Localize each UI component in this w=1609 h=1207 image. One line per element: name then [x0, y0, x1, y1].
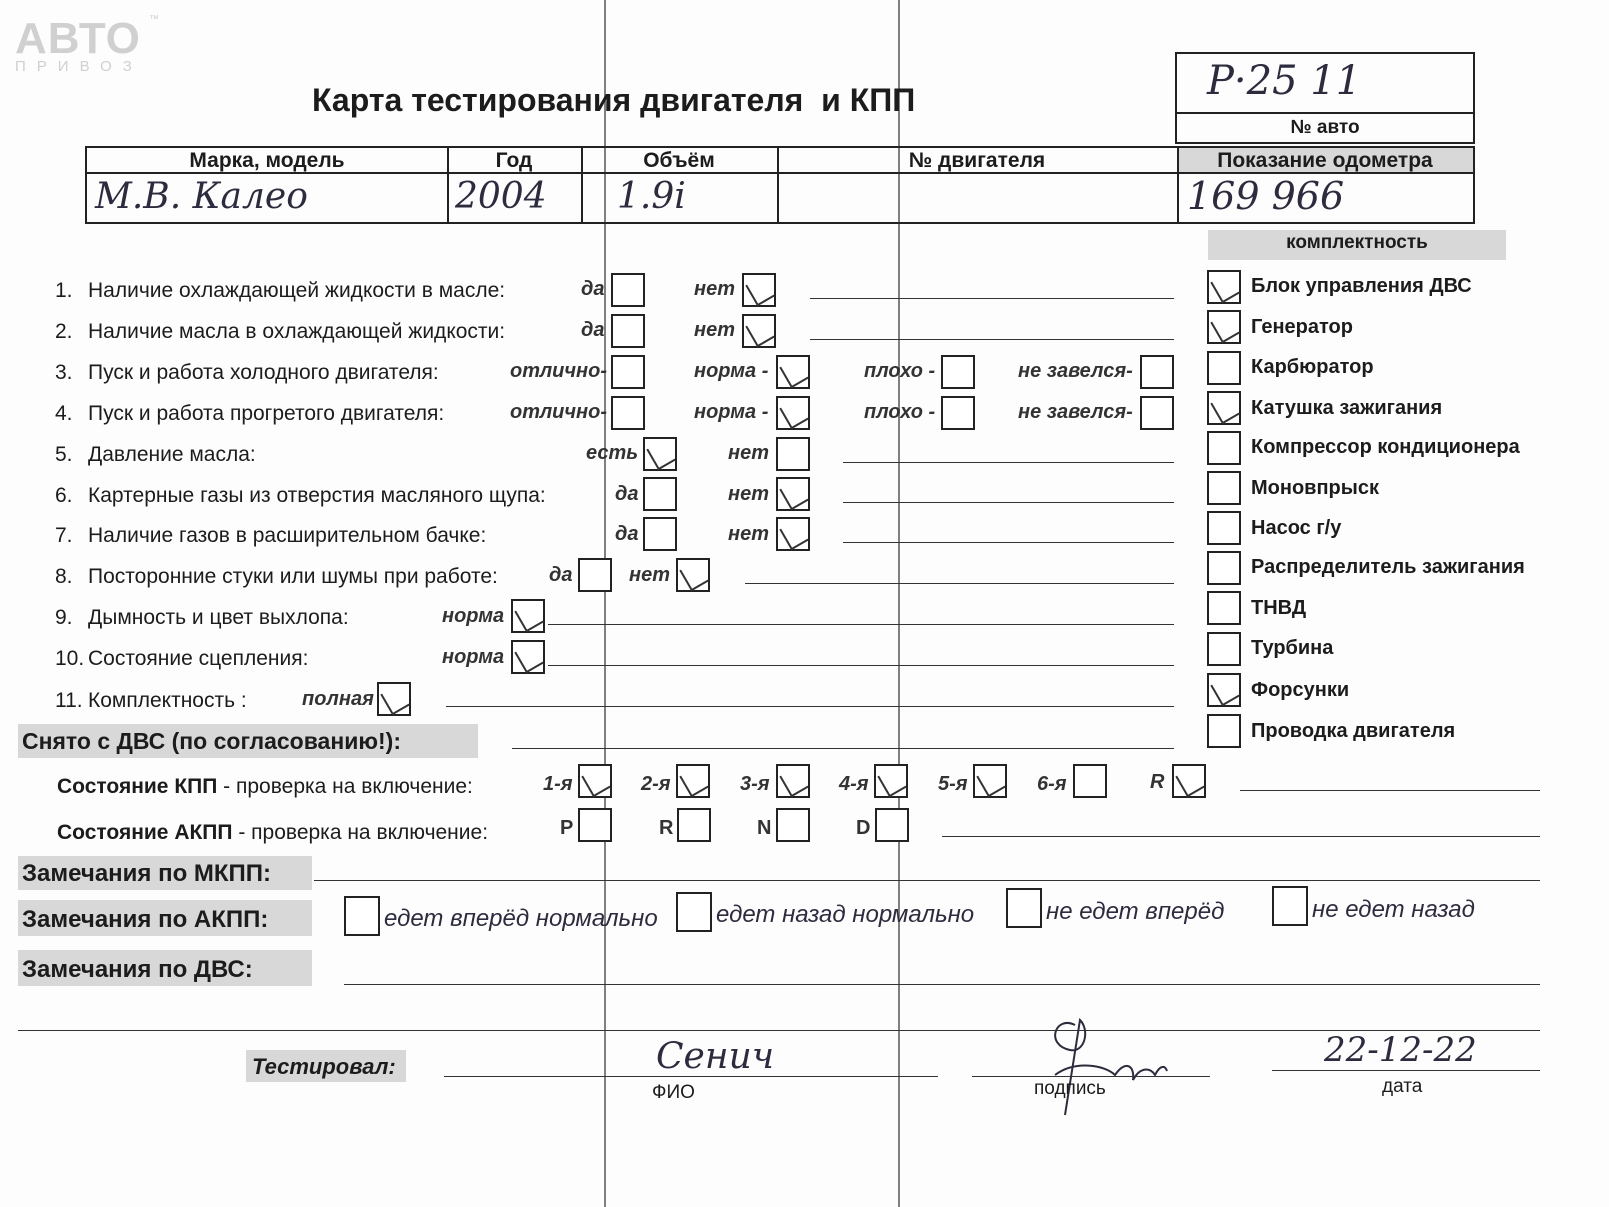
gear-checkbox[interactable] — [578, 808, 612, 842]
check-row-num: 6. — [55, 484, 73, 507]
note-line — [942, 836, 1540, 837]
date-line — [1272, 1070, 1540, 1071]
complect-label: Распределитель зажигания — [1251, 556, 1525, 578]
complect-label: Моновпрыск — [1251, 477, 1379, 499]
header-value-model: М.В. Калео — [95, 176, 308, 217]
complect-label: Форсунки — [1251, 679, 1350, 701]
checkbox-checked[interactable] — [676, 558, 710, 592]
checkbox[interactable] — [643, 517, 677, 551]
gear-label: P — [560, 817, 574, 839]
kpp-label — [57, 775, 473, 799]
check-row-text: Пуск и работа прогретого двигателя: — [88, 402, 445, 425]
auto-number-label: № авто — [1177, 112, 1473, 142]
checkbox[interactable] — [643, 477, 677, 511]
gear-checkbox[interactable] — [973, 764, 1007, 798]
akpp-remarks-label: Замечания по АКПП: — [22, 906, 269, 933]
check-row-num: 9. — [55, 606, 73, 629]
check-row-num: 7. — [55, 524, 73, 547]
checkbox-checked[interactable] — [742, 314, 776, 348]
logo-text: АВТО — [15, 14, 141, 63]
note-line — [344, 984, 1540, 985]
tester-name: Сенич — [656, 1036, 775, 1077]
complect-label: Насос г/у — [1251, 517, 1342, 539]
gear-label: 1-я — [543, 773, 573, 795]
auto-number-box — [1175, 52, 1475, 144]
signature-line — [972, 1076, 1210, 1077]
checkbox[interactable] — [1006, 888, 1042, 928]
check-row-text: Пуск и работа холодного двигателя: — [88, 361, 439, 384]
gear-label: 4-я — [839, 773, 869, 795]
checkbox[interactable] — [676, 892, 712, 932]
check-row-text: Давление масла: — [88, 443, 256, 466]
dvs-remarks-label: Замечания по ДВС: — [22, 956, 253, 983]
option-label: отлично- — [510, 401, 608, 423]
option-label: норма — [442, 605, 505, 627]
note-line — [548, 665, 1174, 666]
logo-trademark: ™ — [149, 14, 159, 25]
check-row-num: 8. — [55, 565, 73, 588]
gear-label: 3-я — [740, 773, 770, 795]
page-title: Карта тестирования двигателя и КПП — [312, 82, 916, 118]
check-row-num: 2. — [55, 320, 73, 343]
logo — [15, 14, 159, 75]
signature-caption: подпись — [1034, 1078, 1106, 1099]
check-row-text: Наличие масла в охлаждающей жидкости: — [88, 320, 506, 343]
checkbox[interactable] — [1207, 471, 1241, 505]
checkbox[interactable] — [776, 437, 810, 471]
checkbox[interactable] — [611, 314, 645, 348]
checkbox[interactable] — [1207, 591, 1241, 625]
checkbox[interactable] — [941, 396, 975, 430]
option-label: не завелся- — [1018, 360, 1133, 382]
check-row-num: 1. — [55, 279, 73, 302]
checkbox-checked[interactable] — [1207, 673, 1241, 707]
note-line — [810, 298, 1174, 299]
header-table — [85, 146, 1475, 224]
option-label: есть — [586, 442, 639, 464]
note-line — [314, 880, 1540, 881]
complect-label: Катушка зажигания — [1251, 397, 1443, 419]
akpp-option: едет вперёд нормально — [384, 905, 658, 932]
fio-line — [444, 1076, 938, 1077]
header-label-volume: Объём — [643, 149, 715, 172]
header-value-volume: 1.9і — [617, 176, 686, 217]
gear-label: 2-я — [641, 773, 671, 795]
removed-label: Снято с ДВС (по согласованию!): — [22, 728, 401, 754]
complect-label: Проводка двигателя — [1251, 720, 1456, 742]
checkbox[interactable] — [1207, 551, 1241, 585]
gear-label: 5-я — [938, 773, 968, 795]
checkbox[interactable] — [1207, 351, 1241, 385]
option-label: плохо - — [864, 401, 936, 423]
note-line — [843, 542, 1174, 543]
check-row-text: Комплектность : — [88, 689, 247, 712]
option-label: норма - — [694, 401, 769, 423]
complect-label: Компрессор кондиционера — [1251, 436, 1520, 458]
akpp-label — [57, 821, 488, 845]
gear-checkbox[interactable] — [578, 764, 612, 798]
complect-label: Карбюратор — [1251, 356, 1374, 378]
check-row-text: Дымность и цвет выхлопа: — [88, 606, 349, 629]
gear-checkbox[interactable] — [1172, 764, 1206, 798]
gear-label: 6-я — [1037, 773, 1067, 795]
checkbox[interactable] — [611, 355, 645, 389]
akpp-option: не едет назад — [1312, 896, 1475, 923]
test-date: 22-12-22 — [1324, 1030, 1477, 1070]
option-label: да — [615, 483, 639, 505]
note-line — [810, 339, 1174, 340]
note-line — [745, 583, 1174, 584]
gear-label: D — [856, 817, 871, 839]
akpp-label-rest: - проверка на включение: — [232, 821, 489, 844]
checkbox[interactable] — [611, 273, 645, 307]
checkbox-checked[interactable] — [776, 355, 810, 389]
option-label: нет — [728, 483, 769, 505]
check-row-num: 5. — [55, 443, 73, 466]
gear-checkbox[interactable] — [875, 808, 909, 842]
gear-checkbox[interactable] — [776, 808, 810, 842]
fio-caption: ФИО — [652, 1082, 695, 1103]
check-row-num: 3. — [55, 361, 73, 384]
header-value-odometer: 169 966 — [1187, 174, 1345, 218]
note-line — [512, 748, 1174, 749]
akpp-option: едет назад нормально — [716, 901, 975, 928]
option-label: да — [581, 319, 605, 341]
gear-label: N — [757, 817, 772, 839]
option-label: не завелся- — [1018, 401, 1133, 423]
note-line — [18, 1030, 1540, 1031]
check-row-text: Посторонние стуки или шумы при работе: — [88, 565, 498, 588]
checkbox[interactable] — [1207, 714, 1241, 748]
option-label: норма — [442, 646, 505, 668]
note-line — [548, 624, 1174, 625]
check-row-text: Наличие охлаждающей жидкости в масле: — [88, 279, 506, 302]
option-label: да — [581, 278, 605, 300]
option-label: нет — [728, 523, 769, 545]
checkbox-checked[interactable] — [643, 437, 677, 471]
header-label-model: Марка, модель — [189, 149, 345, 172]
check-row-num: 4. — [55, 402, 73, 425]
header-value-year: 2004 — [455, 176, 547, 217]
checkbox-checked[interactable] — [511, 640, 545, 674]
tested-label: Тестировал: — [252, 1054, 396, 1079]
gear-checkbox[interactable] — [874, 764, 908, 798]
option-label: отлично- — [510, 360, 608, 382]
note-line — [1240, 790, 1540, 791]
gear-label: R — [1150, 771, 1165, 793]
checkbox[interactable] — [611, 396, 645, 430]
complect-label: Генератор — [1251, 316, 1353, 338]
option-label: нет — [728, 442, 769, 464]
checkbox[interactable] — [1140, 396, 1174, 430]
checkbox[interactable] — [1207, 511, 1241, 545]
checkbox[interactable] — [941, 355, 975, 389]
checkbox-checked[interactable] — [1207, 391, 1241, 425]
check-row-text: Картерные газы из отверстия масляного щупа: — [88, 484, 546, 507]
auto-number-value: Р·25 11 — [1207, 58, 1362, 104]
option-label: норма - — [694, 360, 769, 382]
kpp-label-bold: Состояние КПП — [57, 775, 218, 798]
option-label: да — [549, 564, 573, 586]
complect-title: комплектность — [1286, 232, 1428, 253]
note-line — [843, 462, 1174, 463]
gear-label: R — [659, 817, 674, 839]
note-line — [843, 502, 1174, 503]
checkbox-checked[interactable] — [1207, 270, 1241, 304]
checkbox-checked[interactable] — [511, 599, 545, 633]
option-label: нет — [694, 319, 735, 341]
header-label-year: Год — [495, 149, 533, 172]
checkbox-checked[interactable] — [776, 396, 810, 430]
check-row-num: 10. — [55, 647, 85, 670]
note-line — [446, 706, 1174, 707]
checkbox-checked[interactable] — [776, 477, 810, 511]
logo-subtext: ПРИВОЗ — [15, 58, 143, 75]
checkbox[interactable] — [578, 558, 612, 592]
option-label: нет — [694, 278, 735, 300]
gear-checkbox[interactable] — [1073, 764, 1107, 798]
option-label: нет — [629, 564, 670, 586]
option-label: полная — [302, 688, 374, 710]
akpp-label-bold: Состояние АКПП — [57, 821, 233, 844]
kpp-label-rest: - проверка на включение: — [217, 775, 473, 798]
check-row-text: Состояние сцепления: — [88, 647, 309, 670]
complect-label: ТНВД — [1251, 597, 1307, 619]
mkpp-remarks-label: Замечания по МКПП: — [22, 860, 272, 887]
option-label: да — [615, 523, 639, 545]
checkbox-checked[interactable] — [742, 273, 776, 307]
gear-checkbox[interactable] — [677, 808, 711, 842]
header-label-odometer: Показание одометра — [1217, 149, 1433, 172]
complect-label: Турбина — [1251, 637, 1334, 659]
gear-checkbox[interactable] — [676, 764, 710, 798]
complect-label: Блок управления ДВС — [1251, 275, 1472, 297]
header-label-engine-number: № двигателя — [908, 149, 1046, 172]
gear-checkbox[interactable] — [776, 764, 810, 798]
checkbox-checked[interactable] — [776, 517, 810, 551]
checkbox[interactable] — [1207, 431, 1241, 465]
date-caption: дата — [1382, 1076, 1423, 1097]
option-label: плохо - — [864, 360, 936, 382]
check-row-text: Наличие газов в расширительном бачке: — [88, 524, 487, 547]
checkbox[interactable] — [344, 896, 380, 936]
checkbox[interactable] — [1140, 355, 1174, 389]
checkbox[interactable] — [1272, 886, 1308, 926]
check-row-num: 11. — [55, 689, 83, 712]
checkbox-checked[interactable] — [377, 682, 411, 716]
checkbox[interactable] — [1207, 632, 1241, 666]
checkbox-checked[interactable] — [1207, 310, 1241, 344]
akpp-option: не едет вперёд — [1046, 898, 1225, 925]
signature-mark — [1015, 1005, 1175, 1120]
